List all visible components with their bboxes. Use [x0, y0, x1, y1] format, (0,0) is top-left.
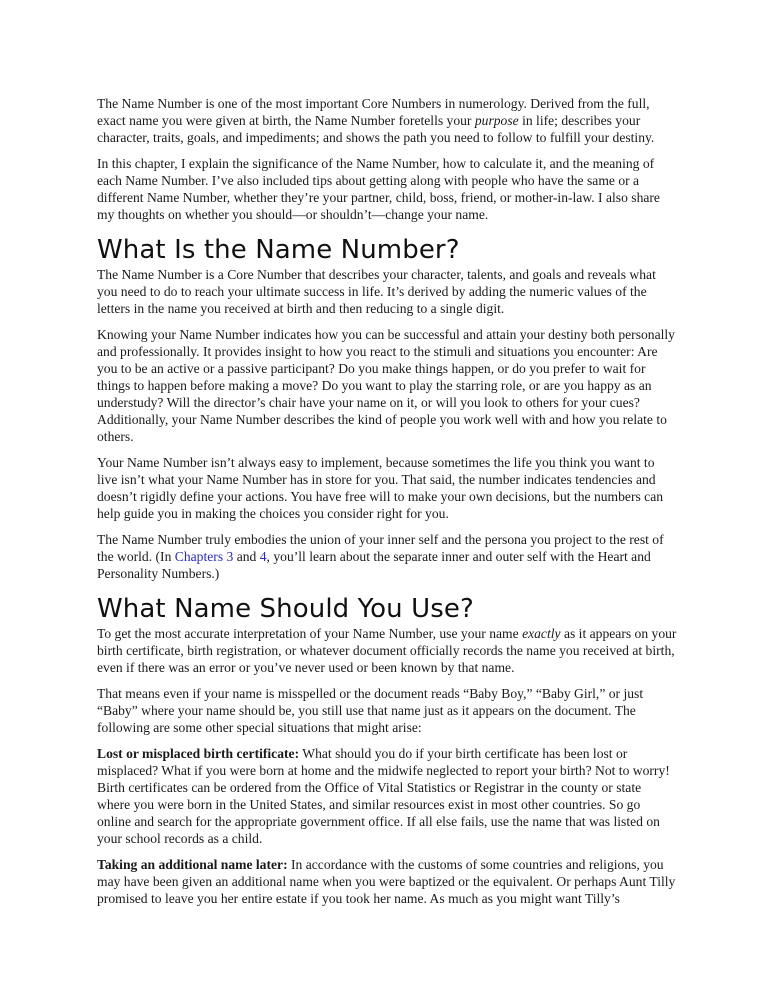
section2-p1-text-a: To get the most accurate interpretation of your Name Number, use your name: [97, 626, 523, 641]
section1-paragraph-4: [97, 531, 677, 582]
lost-certificate-text: What should you do if your birth certificate has been lost or misplaced? What if you were born at home and the midwife neglected to report your birth? Not to worry! Birth certificates can be ordered from the Office of Vital Statistics or Registrar in the county or state where you were born in the United States, and similar resources exist in most other countries. So go online and search for the appropriate government office. If all else fails, use the name that was listed on your school records as a child.: [97, 746, 670, 846]
section2-paragraph-lost-certificate: [97, 745, 677, 847]
intro-p1-emphasis: purpose: [474, 113, 519, 128]
section2-paragraph-2: That means even if your name is misspelled or the document reads “Baby Boy,” “Baby Girl,” or just “Baby” where your name should be, you still use that name just as it appears on the document. The following are some other special situations that might arise:: [97, 686, 644, 735]
section1-p4-text-c: , you’ll learn about the separate inner and outer self with the Heart and Personality Numbers.): [97, 549, 651, 581]
additional-name-lead: Taking an additional name later:: [97, 857, 288, 872]
section-heading-what-is-name-number: What Is the Name Number?: [97, 235, 460, 265]
intro-paragraph-2: In this chapter, I explain the significance of the Name Number, how to calculate it, and the meaning of each Name Number. I’ve also included tips about getting along with people who have the same or a different Name Number, whether they’re your partner, child, boss, friend, or mother-in-law. I also share my thoughts on whether you should—or shouldn’t—change your name.: [97, 156, 660, 222]
section2-p1-emphasis: exactly: [522, 626, 561, 641]
section2-paragraph-additional-name: [97, 856, 677, 907]
section2-paragraph-1: [97, 625, 677, 676]
page-body: [97, 95, 677, 916]
chapter-4-link[interactable]: 4: [259, 549, 267, 564]
section1-paragraph-1: The Name Number is a Core Number that describes your character, talents, and goals and reveals what you need to do to reach your ultimate success in life. It’s derived by adding the numeric values of the letters in the name you received at birth and then reducing to a single digit.: [97, 267, 656, 316]
additional-name-text: In accordance with the customs of some countries and religions, you may have been given an additional name when you were baptized or the equivalent. Or perhaps Aunt Tilly promised to leave you her entire estate if you took her name. As much as you might want Tilly’s: [97, 857, 676, 906]
chapters-3-link[interactable]: Chapters 3: [174, 549, 234, 564]
section1-p4-text-a: The Name Number truly embodies the union of your inner self and the persona you project to the rest of the world. (In: [97, 532, 664, 564]
section1-p4-text-b: and: [233, 549, 260, 564]
intro-p1-text-a: The Name Number is one of the most important Core Numbers in numerology. Derived from the full, exact name you were given at birth, the Name Number foretells your: [97, 96, 650, 128]
section1-paragraph-3: Your Name Number isn’t always easy to implement, because sometimes the life you think you want to live isn’t what your Name Number has in store for you. That said, the number indicates tendencies and doesn’t rigidly define your actions. You have free will to make your own decisions, but the numbers can help guide you in making the choices you consider right for you.: [97, 455, 664, 521]
lost-certificate-lead: Lost or misplaced birth certificate:: [97, 746, 300, 761]
section2-p1-text-b: as it appears on your birth certificate, birth registration, or whatever document officially records the name you received at birth, even if there was an error or you’ve never used or been known by that name.: [97, 626, 677, 675]
intro-p1-text-b: in life; describes your character, traits, goals, and impediments; and shows the path you need to follow to fulfill your destiny.: [97, 113, 655, 145]
intro-paragraph-1: [97, 95, 677, 146]
section-heading-what-name-to-use: What Name Should You Use?: [97, 594, 474, 624]
section1-paragraph-2: Knowing your Name Number indicates how you can be successful and attain your destiny both personally and professionally. It provides insight to how you react to the stimuli and situations you encounter: Are you to be an active or a passive participant? Do you make things happen, or do you prefer to wait for things to happen before making a move? Do you want to play the starring role, or are you happy as an understudy? Will the director’s chair have your name on it, or will you look to others for your cues? Additionally, your Name Number describes the kind of people you work well with and how you relate to others.: [97, 327, 675, 444]
